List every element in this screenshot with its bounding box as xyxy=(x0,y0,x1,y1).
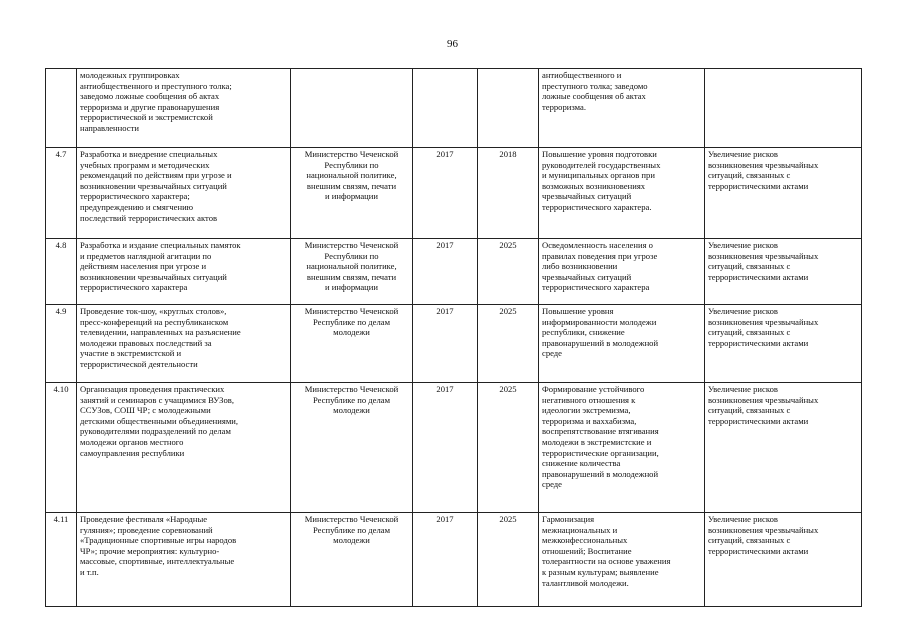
result-cell: Повышение уровня информированности молодежи республики, снижение правонарушений в молодежной среде xyxy=(539,305,705,383)
table-row xyxy=(46,383,862,513)
start-year-cell: 2017 xyxy=(413,513,478,607)
table-row xyxy=(46,148,862,239)
result-cell: Повышение уровня подготовки руководителей государственных и муниципальных органов при возможных возникновениях чрезвычайных ситуаций террористического характера. xyxy=(539,148,705,239)
start-year-cell: 2017 xyxy=(413,239,478,305)
risk-cell: Увеличение рисков возникновения чрезвычайных ситуаций, связанных с террористическими актами xyxy=(705,383,862,513)
executor-cell: Министерство Чеченской Республике по делам молодежи xyxy=(291,383,413,513)
end-year-cell: 2025 xyxy=(478,305,539,383)
start-year-cell: 2017 xyxy=(413,383,478,513)
executor-cell: Министерство Чеченской Республики по национальной политике, внешним связям, печати и информации xyxy=(291,148,413,239)
risk-cell: Увеличение рисков возникновения чрезвычайных ситуаций, связанных с террористическими актами xyxy=(705,239,862,305)
activity-cell: Проведение ток-шоу, «круглых столов», пресс-конференций на республиканском телевидении, направленных на разъяснение молодежи правовых последствий за участие в экстремистской и террористической деятельности xyxy=(77,305,291,383)
end-year-cell: 2018 xyxy=(478,148,539,239)
executor-cell xyxy=(291,69,413,148)
table-row xyxy=(46,69,862,148)
risk-cell xyxy=(705,69,862,148)
row-number: 4.11 xyxy=(46,513,77,607)
table-row xyxy=(46,239,862,305)
executor-cell: Министерство Чеченской Республики по национальной политике, внешним связям, печати и информации xyxy=(291,239,413,305)
end-year-cell: 2025 xyxy=(478,383,539,513)
activity-cell: Разработка и внедрение специальных учебных программ и методических рекомендаций по действиям при угрозе и возникновении чрезвычайных ситуаций террористического характера; предупреждению и смягчению последствий террористических актов xyxy=(77,148,291,239)
risk-cell: Увеличение рисков возникновения чрезвычайных ситуаций, связанных с террористическими актами xyxy=(705,305,862,383)
row-number: 4.7 xyxy=(46,148,77,239)
start-year-cell: 2017 xyxy=(413,148,478,239)
risk-cell: Увеличение рисков возникновения чрезвычайных ситуаций, связанных с террористическими актами xyxy=(705,148,862,239)
result-cell: антиобщественного и преступного толка; заведомо ложные сообщения об актах терроризма. xyxy=(539,69,705,148)
result-cell: Осведомленность населения о правилах поведения при угрозе либо возникновении чрезвычайных ситуаций террористического характера xyxy=(539,239,705,305)
row-number: 4.8 xyxy=(46,239,77,305)
executor-cell: Министерство Чеченской Республике по делам молодежи xyxy=(291,513,413,607)
end-year-cell: 2025 xyxy=(478,513,539,607)
activity-cell: Организация проведения практических занятий и семинаров с учащимися ВУЗов, ССУЗов, СОШ ЧР; с молодежными детскими общественными объединениями, руководителями подразделений по делам молодежи органов местного самоуправления республики xyxy=(77,383,291,513)
executor-cell: Министерство Чеченской Республике по делам молодежи xyxy=(291,305,413,383)
risk-cell: Увеличение рисков возникновения чрезвычайных ситуаций, связанных с террористическими актами xyxy=(705,513,862,607)
end-year-cell xyxy=(478,69,539,148)
table-row xyxy=(46,305,862,383)
row-number: 4.10 xyxy=(46,383,77,513)
activity-cell: молодежных группировках антиобщественного и преступного толка; заведомо ложные сообщения об актах терроризма и другие правонарушения террористической и экстремистской направленности xyxy=(77,69,291,148)
result-cell: Гармонизация межнациональных и межконфессиональных отношений; Воспитание толерантности на основе уважения к разным культурам; выявление талантливой молодежи. xyxy=(539,513,705,607)
page-number: 96 xyxy=(447,38,458,50)
measures-table xyxy=(45,68,862,607)
result-cell: Формирование устойчивого негативного отношения к идеологии экстремизма, терроризма и ваххабизма, воспрепятствование втягивания молодежи в экстремистские и террористические организации, снижение количества правонарушений в молодежной среде xyxy=(539,383,705,513)
row-number xyxy=(46,69,77,148)
row-number: 4.9 xyxy=(46,305,77,383)
end-year-cell: 2025 xyxy=(478,239,539,305)
start-year-cell: 2017 xyxy=(413,305,478,383)
activity-cell: Проведение фестиваля «Народные гуляния»; проведение соревнований «Традиционные спортивные игры народов ЧР»; прочие мероприятия: культурно- массовые, спортивные, интеллектуальные и т.п. xyxy=(77,513,291,607)
start-year-cell xyxy=(413,69,478,148)
activity-cell: Разработка и издание специальных памяток и предметов наглядной агитации по действиям населения при угрозе и возникновении чрезвычайных ситуаций террористического характера xyxy=(77,239,291,305)
table-row xyxy=(46,513,862,607)
